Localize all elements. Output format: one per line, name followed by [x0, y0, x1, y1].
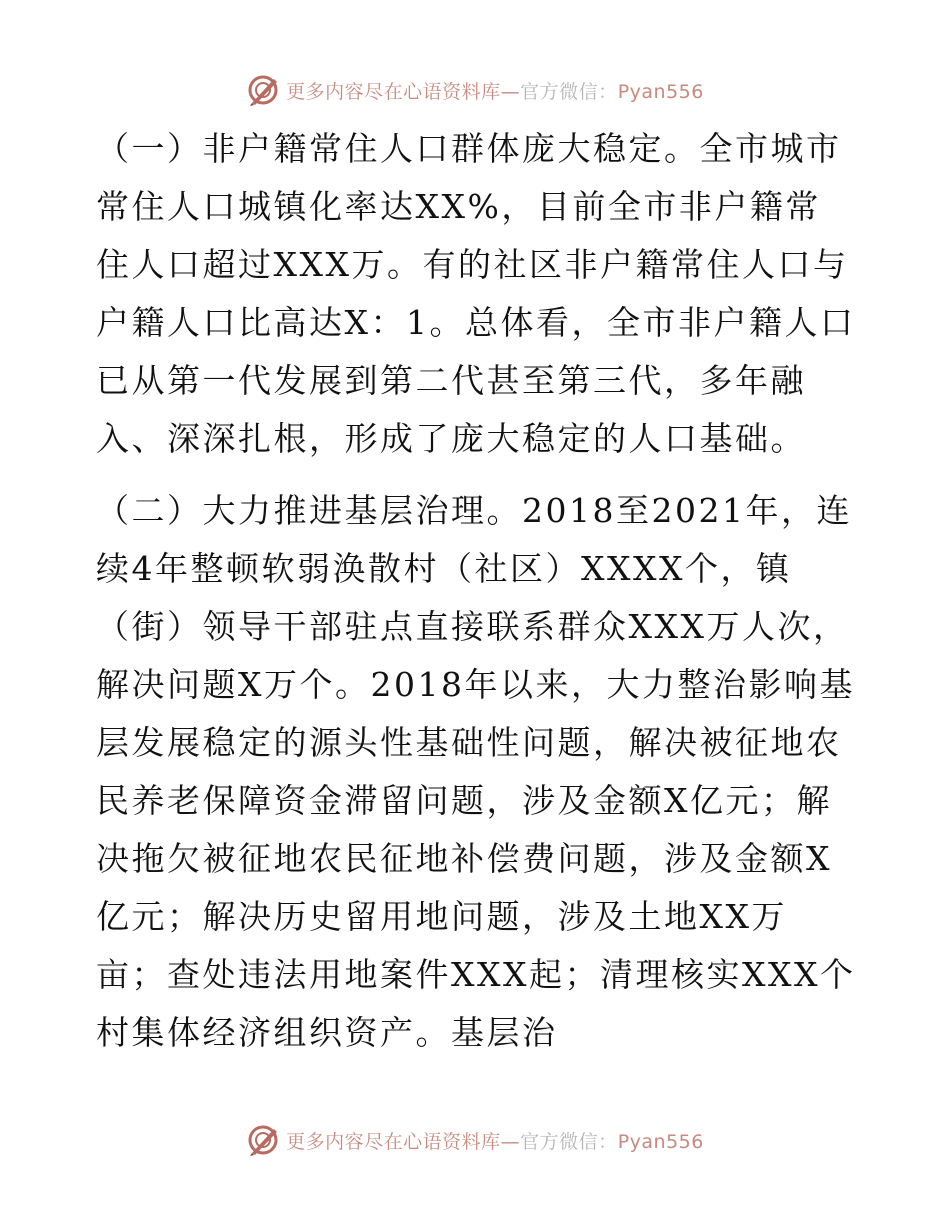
- watermark-handle: Pyan556: [617, 1130, 704, 1153]
- watermark-account: 官方微信：: [520, 1130, 618, 1153]
- pen-logo-icon: [246, 1123, 280, 1157]
- pen-logo-icon: [246, 73, 280, 107]
- document-body: [96, 120, 856, 1062]
- watermark-main: 更多内容尽在心语资料库: [286, 1130, 501, 1153]
- watermark-text: [286, 77, 704, 104]
- paragraph-non-household-population: （一）非户籍常住人口群体庞大稳定。全市城市常住人口城镇化率达XX%，目前全市非户籍常住人口超过XXX万。有的社区非户籍常住人口与户籍人口比高达X：1。总体看，全市非户籍人口已从第一代发展到第二代甚至第三代，多年融入、深深扎根，形成了庞大稳定的人口基础。: [96, 129, 856, 458]
- watermark-dash: —: [500, 80, 521, 103]
- paragraph-grassroots-governance: （二）大力推进基层治理。2018至2021年，连续4年整顿软弱涣散村（社区）XXXX个，镇（街）领导干部驻点直接联系群众XXX万人次，解决问题X万个。2018年以来，大力整治影响基层发展稳定的源头性基础性问题，解决被征地农民养老保障资金滞留问题，涉及金额X亿元；解决拖欠被征地农民征地补偿费问题，涉及金额X亿元；解决历史留用地问题，涉及土地XX万亩；查处违法用地案件XXX起；清理核实XXX个村集体经济组织资产。基层治: [96, 491, 856, 1052]
- watermark-handle: Pyan556: [617, 80, 704, 103]
- watermark-account: 官方微信：: [520, 80, 618, 103]
- header-watermark: [0, 70, 950, 110]
- footer-watermark: [0, 1120, 950, 1160]
- watermark-main: 更多内容尽在心语资料库: [286, 80, 501, 103]
- watermark-dash: —: [500, 1130, 521, 1153]
- watermark-text: [286, 1127, 704, 1154]
